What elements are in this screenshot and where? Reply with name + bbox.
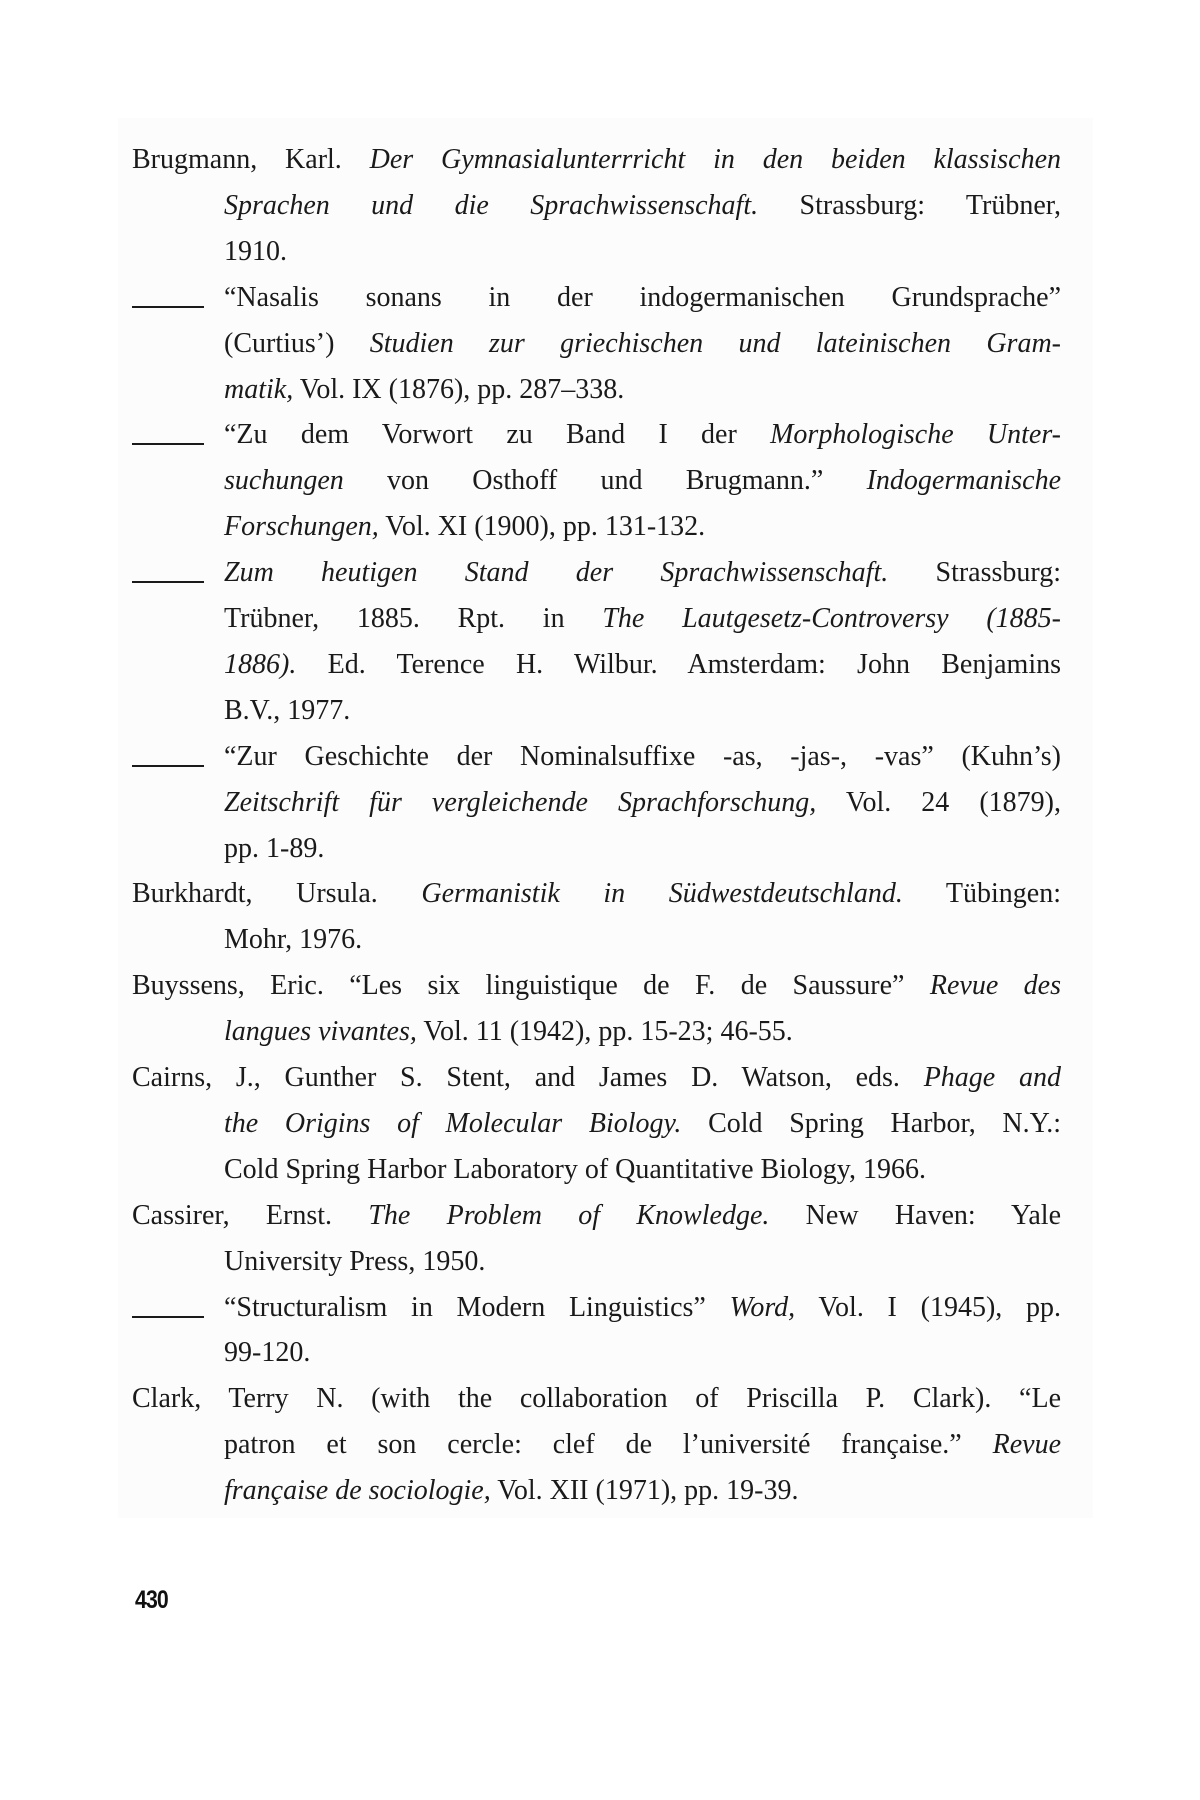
ditto-dash — [132, 306, 204, 308]
entry-line — [224, 229, 1061, 275]
italic-title-text: langues vivantes, — [224, 1016, 417, 1048]
text-segment: (Curtius’) — [224, 327, 370, 359]
text-segment: Clark, Terry N. (with the collaboration of Priscilla P. Clark). “Le — [132, 1383, 1061, 1415]
text-segment: 99-120. — [224, 1337, 311, 1369]
entry-line — [224, 688, 1061, 734]
text-segment: B.V., 1977. — [224, 694, 351, 726]
ditto-dash — [132, 1316, 204, 1318]
entry-line — [224, 1330, 1061, 1376]
text-segment: Vol. I (1945), pp. — [795, 1291, 1062, 1323]
text-segment: University Press, 1950. — [224, 1245, 486, 1277]
entry-line — [224, 596, 1061, 642]
text-segment: Brugmann, Karl. — [132, 144, 370, 175]
text-segment: Vol. IX (1876), pp. 287–338. — [293, 373, 625, 405]
italic-title-text: Revue — [992, 1429, 1061, 1461]
entry-line — [224, 1468, 1061, 1514]
italic-title-text: the Origins of Molecular Biology. — [224, 1107, 682, 1139]
entry-first-line — [132, 963, 1061, 1009]
entry-line — [224, 734, 1061, 780]
text-segment: Mohr, 1976. — [224, 924, 363, 956]
entry-line — [224, 826, 1061, 872]
italic-title-text: matik, — [224, 373, 294, 405]
text-segment: Trübner, 1885. Rpt. in — [224, 603, 603, 634]
entry-line — [224, 275, 1061, 321]
ditto-dash — [132, 581, 204, 583]
italic-title-text: Studien zur griechischen und lateinischen Gram- — [369, 327, 1061, 359]
italic-title-text: Germanistik in Südwestdeutschland. — [421, 878, 903, 910]
italic-title-text: Indogermanische — [866, 465, 1061, 497]
text-segment: Cold Spring Harbor, N.Y.: — [681, 1107, 1061, 1139]
entry-first-line — [132, 137, 1061, 183]
text-segment: Cassirer, Ernst. — [132, 1199, 369, 1231]
text-segment: “Structuralism in Modern Linguistics” — [224, 1291, 730, 1323]
text-segment: New Haven: Yale — [769, 1199, 1061, 1231]
italic-title-text: Phage and — [923, 1062, 1061, 1093]
text-segment: Buyssens, Eric. “Les six linguistique de F. de Saussure” — [132, 970, 930, 1002]
italic-title-text: Zeitschrift für vergleichende Sprachforschung, — [224, 786, 817, 818]
entry-line — [224, 321, 1061, 367]
entry-line — [224, 412, 1061, 458]
ditto-dash — [132, 443, 204, 445]
text-segment: pp. 1-89. — [224, 832, 325, 864]
text-segment: Vol. XII (1971), pp. 19-39. — [490, 1475, 799, 1507]
page-number: 430 — [135, 1586, 168, 1614]
italic-title-text: The Lautgesetz-Controversy (1885- — [602, 603, 1061, 634]
text-segment: “Nasalis sonans in der indogermanischen Grundsprache” — [224, 281, 1061, 313]
text-segment: 1910. — [224, 235, 287, 267]
entry-line — [224, 642, 1061, 688]
italic-title-text: Sprachen und die Sprachwissenschaft. — [224, 189, 759, 221]
entry-line — [224, 504, 1061, 550]
text-segment: “Zu dem Vorwort zu Band I der — [224, 419, 771, 451]
text-segment: Burkhardt, Ursula. — [132, 878, 422, 910]
entry-line — [224, 917, 1061, 963]
text-segment: Vol. XI (1900), pp. 131-132. — [378, 511, 706, 543]
italic-title-text: suchungen — [224, 465, 344, 497]
entry-first-line — [132, 1376, 1061, 1422]
text-segment: Ed. Terence H. Wilbur. Amsterdam: John Benjamins — [296, 648, 1061, 680]
entry-line — [224, 183, 1061, 229]
italic-title-text: Word, — [729, 1291, 796, 1323]
italic-title-text: Zum heutigen Stand der Sprachwissenschaft. — [224, 557, 889, 589]
ditto-dash — [132, 765, 204, 767]
entry-line — [224, 550, 1061, 596]
entry-line — [224, 1147, 1061, 1193]
text-segment: “Zur Geschichte der Nominalsuffixe -as, -jas-, -vas” (Kuhn’s) — [224, 740, 1061, 772]
text-segment: Vol. 24 (1879), — [816, 786, 1061, 818]
text-segment: Strassburg: Trübner, — [758, 189, 1062, 221]
entry-first-line — [132, 1055, 1061, 1101]
entry-line — [224, 1101, 1061, 1147]
italic-title-text: française de sociologie, — [224, 1475, 491, 1507]
italic-title-text: Revue des — [929, 970, 1061, 1002]
entry-line — [224, 1239, 1061, 1285]
text-segment: Vol. 11 (1942), pp. 15-23; 46-55. — [416, 1016, 793, 1048]
italic-title-text: Morphologische Unter- — [770, 419, 1061, 451]
entry-line — [224, 458, 1061, 504]
entry-line — [224, 367, 1061, 413]
italic-title-text: Der Gymnasialunterrricht in den beiden klassischen — [369, 144, 1061, 175]
text-segment: Cold Spring Harbor Laboratory of Quantitative Biology, 1966. — [224, 1153, 926, 1185]
italic-title-text: The Problem of Knowledge. — [368, 1199, 770, 1231]
entry-line — [224, 780, 1061, 826]
entry-line — [224, 1285, 1061, 1331]
text-segment: Cairns, J., Gunther S. Stent, and James D. Watson, eds. — [132, 1062, 924, 1093]
text-segment: Strassburg: — [888, 557, 1061, 589]
entry-line — [224, 1422, 1061, 1468]
text-segment: von Osthoff und Brugmann.” — [343, 465, 867, 497]
text-segment: Tübingen: — [902, 878, 1061, 910]
italic-title-text: 1886). — [224, 648, 297, 680]
text-segment: patron et son cercle: clef de l’université française.” — [224, 1429, 993, 1461]
entry-first-line — [132, 871, 1061, 917]
entry-line — [224, 1009, 1061, 1055]
italic-title-text: Forschungen, — [224, 511, 379, 543]
entry-first-line — [132, 1193, 1061, 1239]
